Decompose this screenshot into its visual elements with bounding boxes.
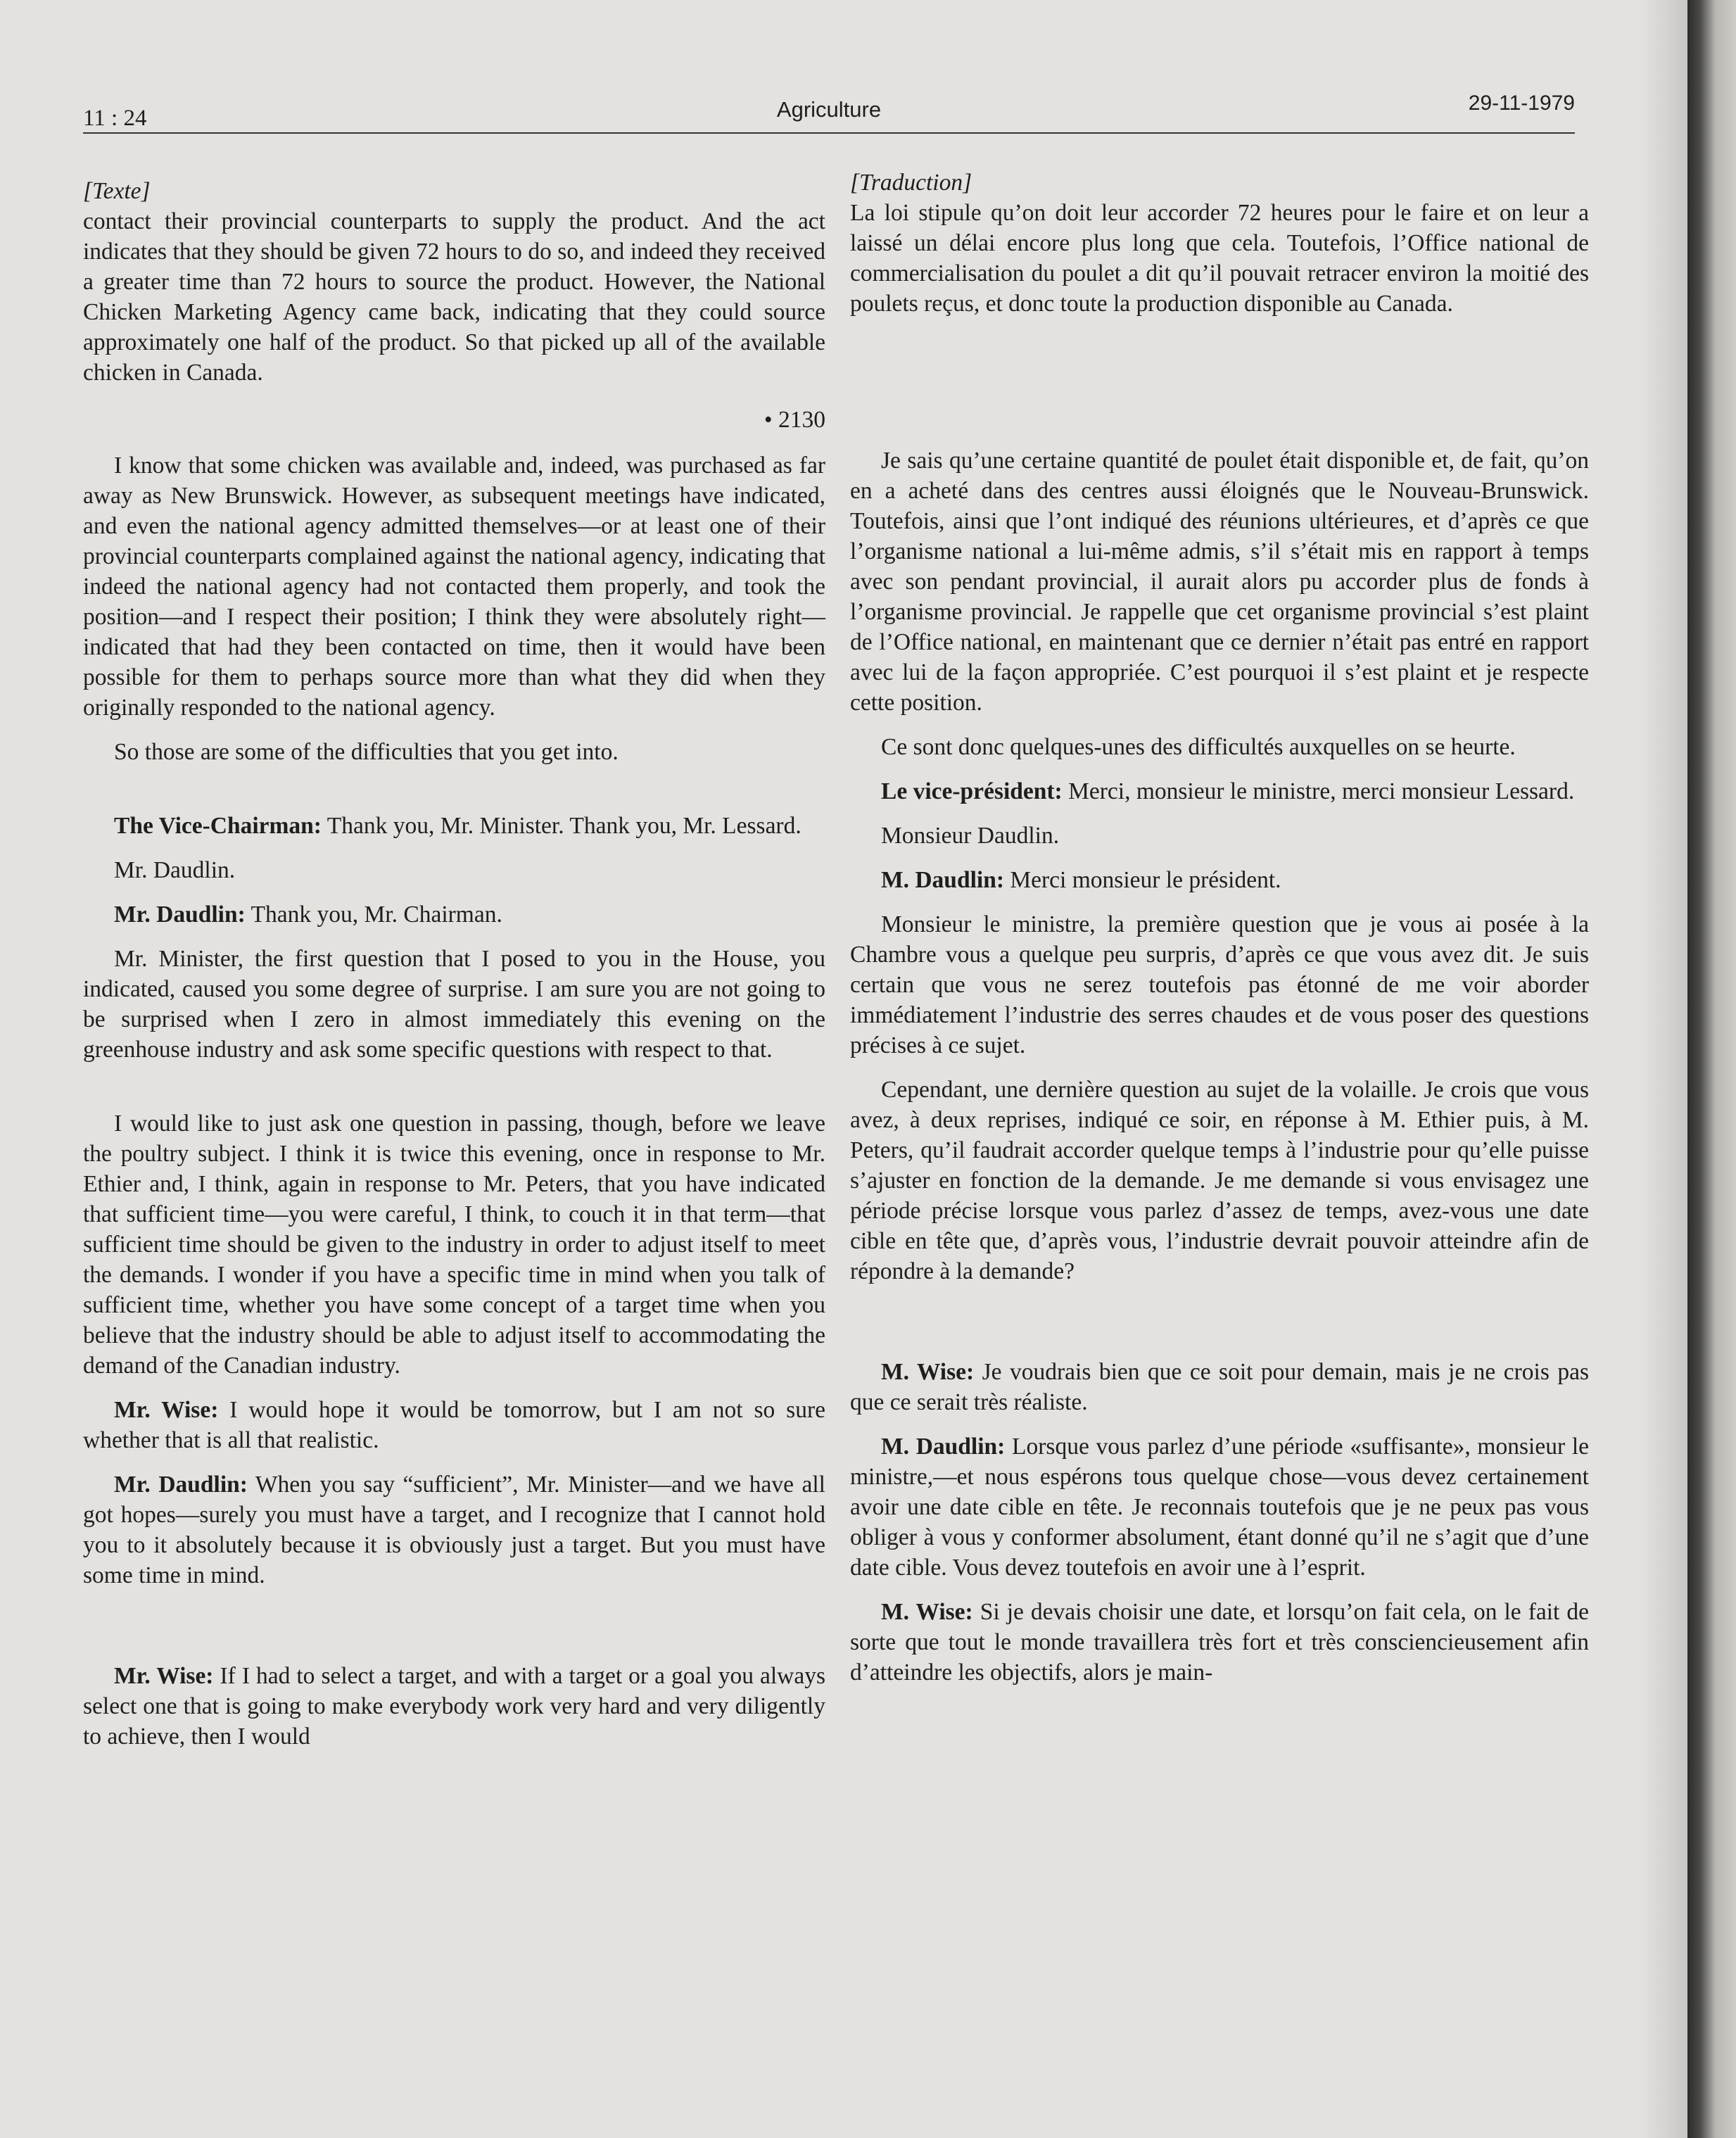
time-marker: • 2130: [764, 407, 825, 433]
running-header: [83, 91, 1575, 134]
speech-text: Merci monsieur le président.: [1003, 867, 1281, 893]
speaker-name: The Vice-Chairman:: [114, 813, 322, 839]
paragraph: I know that some chicken was available and, indeed, was purchased as far away as New Brunswick. However, as subsequent meetings have indicated, and even the national agency admitted themselves—or at least one of their provincial counterparts complained against the national agency, indicating that indeed the national agency had not contacted them properly, and took the position—and I respect their position; I think they were absolutely right—indicated that had they been contacted on time, then it would have been possible for them to perhaps source more than what they did when they originally responded to the national agency.: [83, 453, 825, 721]
speaker-name: M. Wise:: [881, 1599, 973, 1625]
spine-shadow: [1640, 0, 1689, 2138]
speaker-name: M. Wise:: [881, 1359, 975, 1385]
speech-text: Thank you, Mr. Chairman.: [245, 902, 502, 928]
speaker-paragraph: [83, 899, 825, 930]
speech-text: If I had to select a target, and with a target or a goal you always select one that is going to make everybody work very hard and very diligently to achieve, then I would: [83, 1663, 825, 1750]
speaker-paragraph: [850, 1431, 1589, 1583]
speaker-name: Le vice-président:: [881, 778, 1063, 804]
speech-text: When you say “sufficient”, Mr. Minister—and we have all got hopes—surely you must have a target, and I recognize that I cannot hold you to it absolutely because it is obviously just a target. But you must have some time in mind.: [83, 1472, 825, 1588]
speech-text: Je voudrais bien que ce soit pour demain, mais je ne crois pas que ce serait très réaliste.: [850, 1359, 1590, 1415]
speaker-paragraph: [850, 776, 1589, 807]
section-title: Agriculture: [776, 97, 882, 122]
text-tag: [Texte]: [83, 178, 151, 204]
speech-text: Lorsque vous parlez d’une période «suffisante», monsieur le ministre,—et nous espérons tous quelque chose—vous devez certainement avoir une date cible en tête. Je reconnais toutefois que je ne peux pas vous obliger à vous y conformer absolument, étant donné qu’il ne s’agit que d’une date cible. Vous devez toutefois en avoir une à l’esprit.: [850, 1434, 1590, 1581]
speech-text: Merci, monsieur le ministre, merci monsieur Lessard.: [1062, 778, 1575, 804]
translation-tag: [Traduction]: [850, 170, 972, 196]
speaker-paragraph: [850, 1357, 1589, 1417]
paragraph: Monsieur le ministre, la première question que je vous ai posée à la Chambre vous a quelque peu surpris, d’après ce que vous avez dit. Je suis certain que vous ne serez toutefois pas étonné de me voir aborder immédiatement l’industrie des serres chaudes et de vous poser des questions précises à ce sujet.: [850, 911, 1589, 1058]
header-rule: [83, 132, 1575, 134]
speaker-paragraph: [850, 1597, 1589, 1688]
paragraph: contact their provincial counterparts to supply the product. And the act indicates that they should be given 72 hours to do so, and indeed they received a greater time than 72 hours to source the product. However, the National Chicken Marketing Agency came back, indicating that they could source approximately one half of the product. So that picked up all of the available chicken in Canada.: [83, 208, 825, 386]
paragraph: Cependant, une dernière question au sujet de la volaille. Je crois que vous avez, à deux reprises, indiqué ce soir, en réponse à M. Ethier puis, à M. Peters, qu’il faudrait accorder quelque temps à l’industrie pour qu’elle puisse s’ajuster en fonction de la demande. Je me demande si vous envisagez une période précise lorsque vous parlez d’assez de temps, avez-vous une date cible en tête que, d’après vous, l’industrie devrait pouvoir atteindre afin de répondre à la demande?: [850, 1077, 1589, 1284]
paragraph: La loi stipule qu’on doit leur accorder 72 heures pour le faire et on leur a laissé un délai encore plus long que cela. Toutefois, l’Office national de commercialisation du poulet a dit qu’il pouvait retracer environ la moitié des poulets reçus, et donc toute la production disponible au Canada.: [850, 200, 1589, 317]
paragraph: Je sais qu’une certaine quantité de poulet était disponible et, de fait, qu’on en a acheté dans des centres aussi éloignés que le Nouveau-Brunswick. Toutefois, ainsi que l’ont indiqué des réunions ultérieures, et d’après ce que l’organisme national a lui-même admis, s’il s’était mis en rapport à temps avec son pendant provincial, il aurait alors pu accorder plus de fonds à l’organisme provincial. Je rappelle que cet organisme provincial s’est plaint de l’Office national, en maintenant que ce dernier n’était pas entré en rapport avec lui de la façon appropriée. C’est pourquoi il s’est plaint et je respecte cette position.: [850, 448, 1589, 716]
paragraph: So those are some of the difficulties that you get into.: [114, 739, 619, 765]
speaker-name: M. Daudlin:: [881, 1434, 1006, 1460]
speaker-paragraph: [83, 1661, 825, 1752]
speaker-paragraph: [83, 811, 825, 841]
facing-page-edge: [1687, 0, 1736, 2138]
speaker-name: Mr. Wise:: [114, 1663, 214, 1689]
speech-text: Si je devais choisir une date, et lorsqu’on fait cela, on le fait de sorte que tout le monde travaillera très fort et très consciencieusement afin d’atteindre les objectifs, alors je main-: [850, 1599, 1589, 1685]
speaker-name: Mr. Wise:: [114, 1397, 219, 1423]
page-number: 11 : 24: [83, 106, 147, 131]
paragraph: I would like to just ask one question in passing, though, before we leave the poultry subject. I think it is twice this evening, once in response to Mr. Ethier and, I think, again in response to Mr. Peters, that you have indicated that sufficient time—you were careful, I think, to couch it in that term—that sufficient time should be given to the industry in order to adjust itself to meet the demands. I wonder if you have a specific time in mind when you talk of sufficient time, whether you have some concept of a target time when you believe that the industry should be able to adjust itself to accommodating the demand of the Canadian industry.: [83, 1111, 825, 1379]
paragraph: Mr. Daudlin.: [114, 857, 236, 883]
speaker-name: Mr. Daudlin:: [114, 1472, 248, 1498]
speaker-name: Mr. Daudlin:: [114, 902, 246, 928]
header-date: 29-11-1979: [1468, 91, 1575, 115]
speech-text: I would hope it would be tomorrow, but I am not so sure whether that is all that realistic.: [83, 1397, 825, 1453]
paragraph: Monsieur Daudlin.: [881, 823, 1060, 849]
paragraph: Ce sont donc quelques-unes des difficultés auxquelles on se heurte.: [881, 734, 1516, 760]
speaker-name: M. Daudlin:: [881, 867, 1004, 893]
speaker-paragraph: [850, 865, 1589, 895]
paragraph: Mr. Minister, the first question that I posed to you in the House, you indicated, caused you some degree of surprise. I am sure you are not going to be surprised when I zero in almost immediately this evening on the greenhouse industry and ask some specific questions with respect to that.: [83, 946, 825, 1063]
speaker-paragraph: [83, 1395, 825, 1455]
french-column: [850, 167, 1589, 1688]
speaker-paragraph: [83, 1469, 825, 1590]
speech-text: Thank you, Mr. Minister. Thank you, Mr. Lessard.: [321, 813, 802, 839]
english-column: [83, 176, 825, 1752]
